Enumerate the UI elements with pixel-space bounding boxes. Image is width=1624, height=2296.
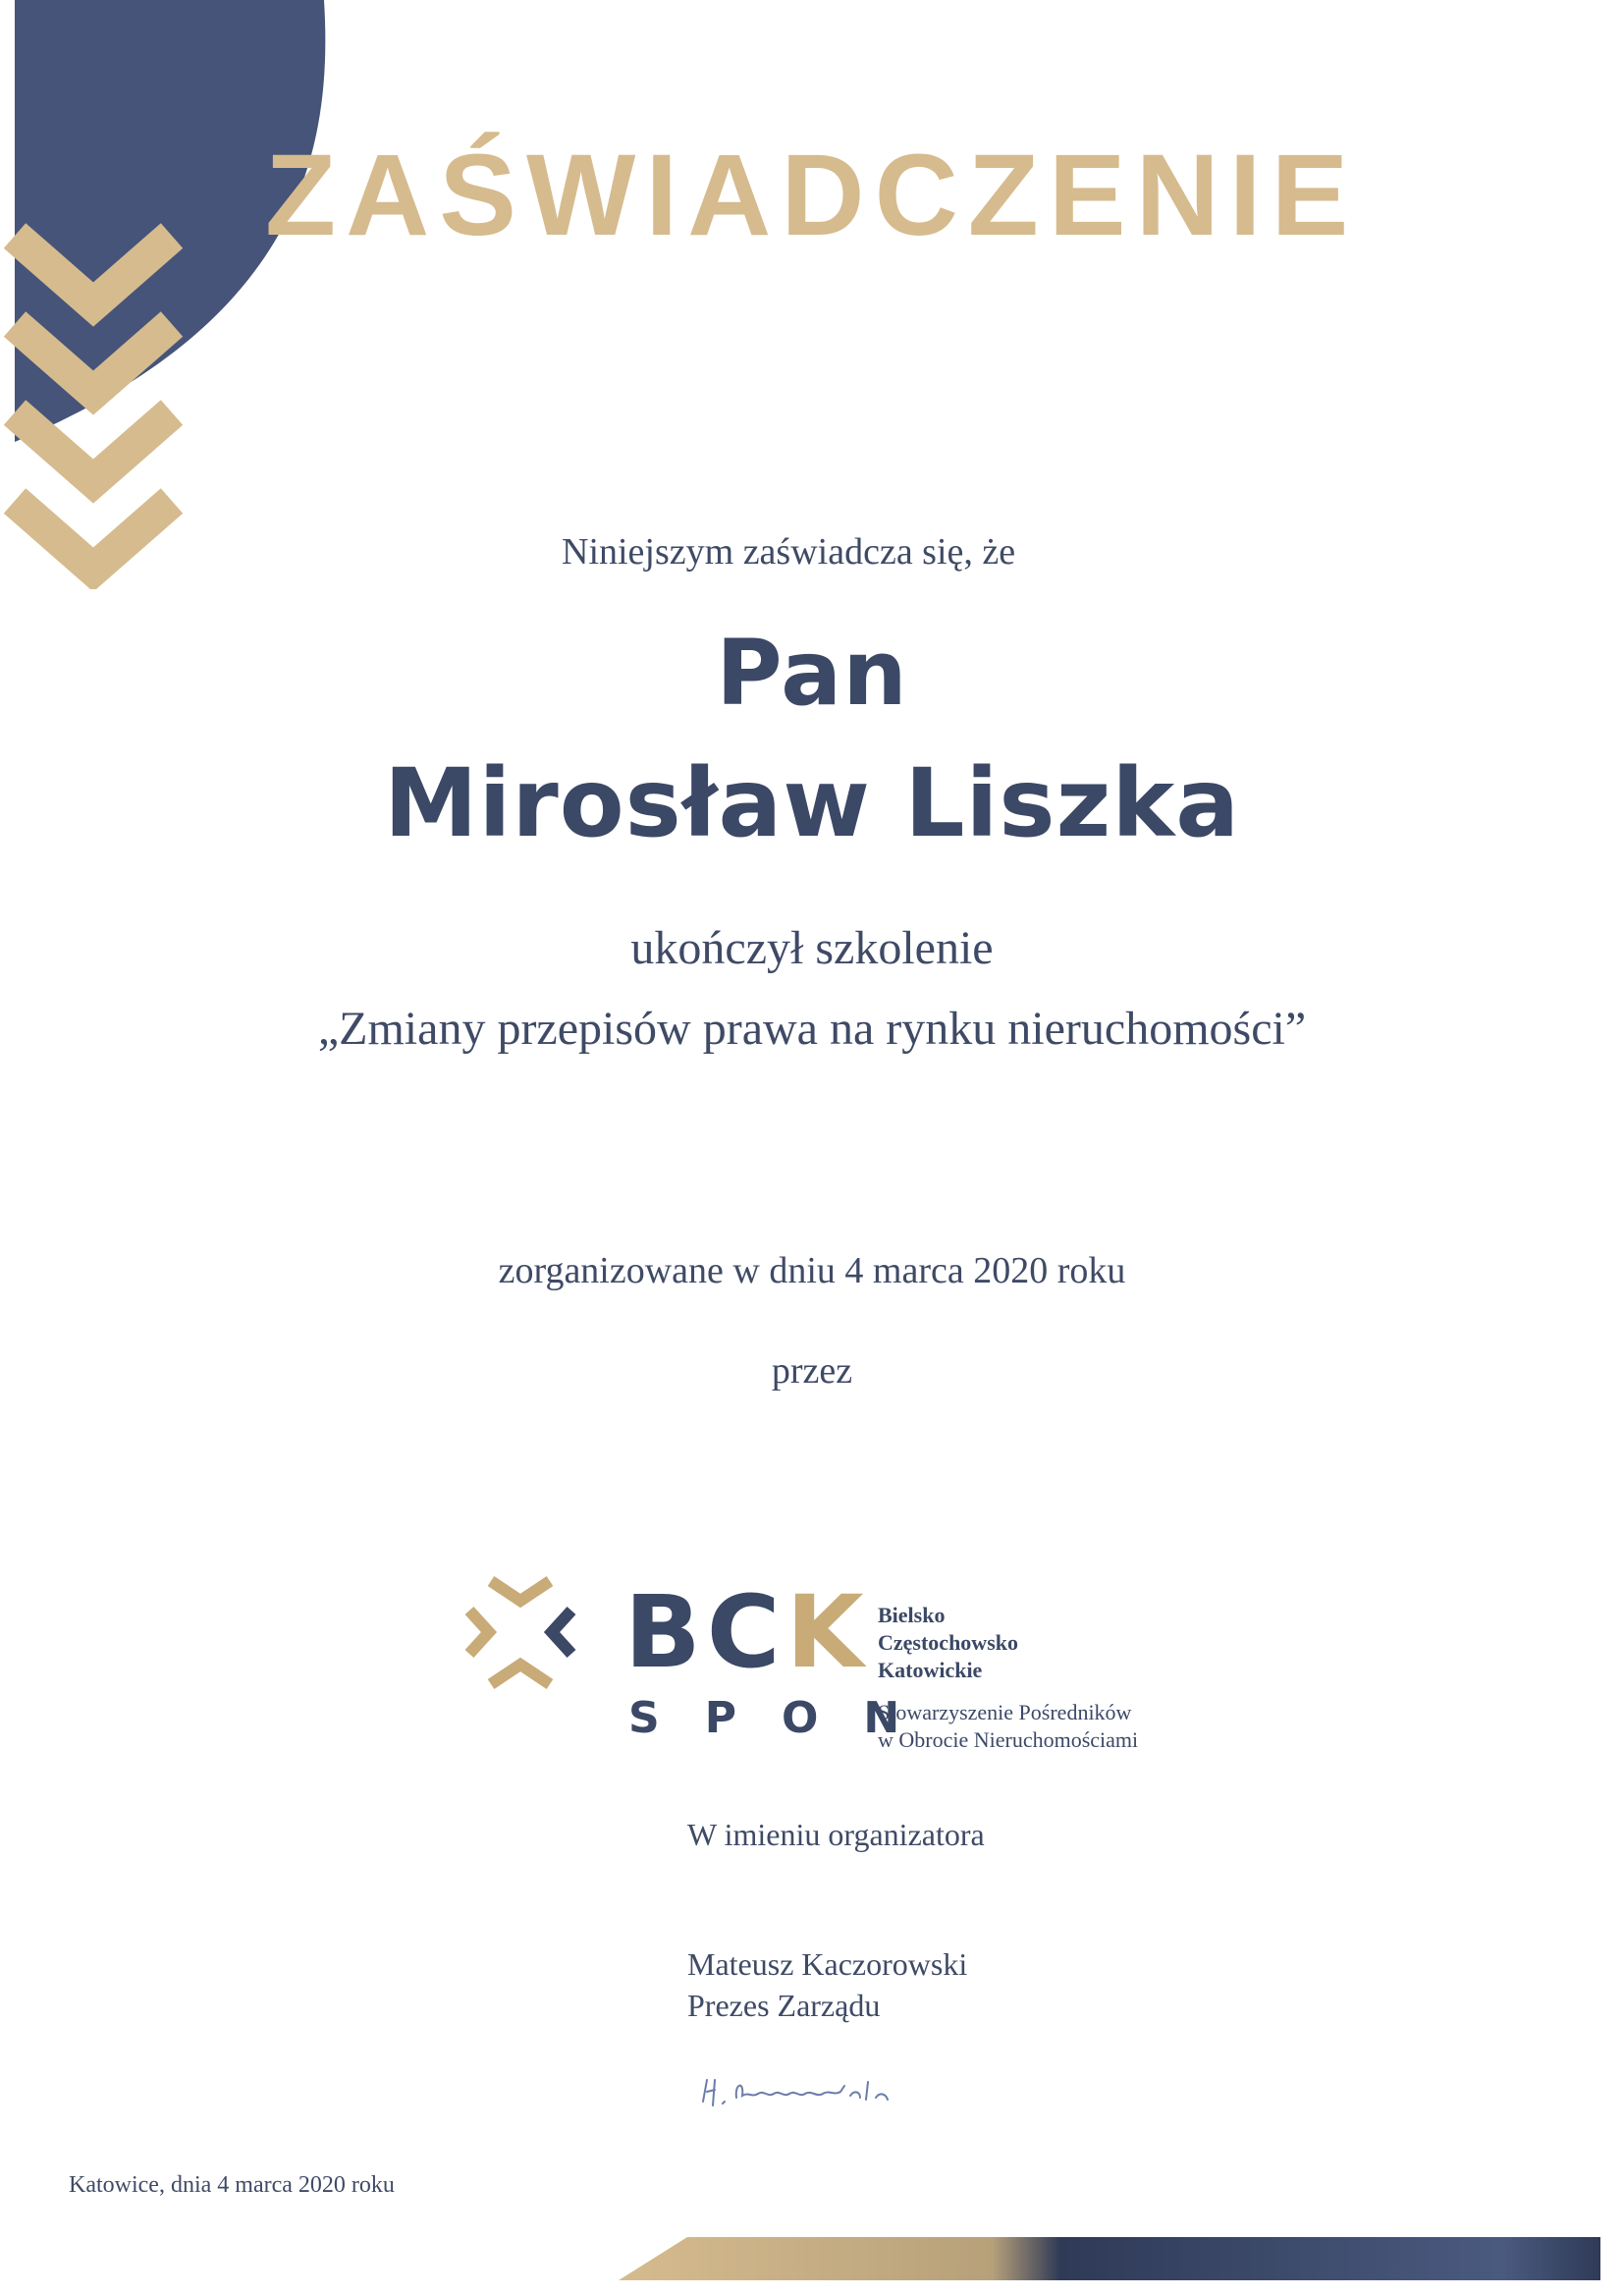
certificate-heading: ZAŚWIADCZENIE: [265, 131, 1359, 260]
organizer-logo-abbr: [624, 1574, 870, 1691]
chevron-icon: [15, 412, 172, 481]
salutation: Pan: [716, 621, 908, 726]
logo-region-line: Bielsko: [878, 1603, 946, 1627]
recipient-name: Mirosław Liszka: [383, 748, 1241, 858]
chevron-icon: [15, 501, 172, 570]
logo-region-line: Częstochowsko: [878, 1630, 1018, 1655]
organized-date-text: zorganizowane w dniu 4 marca 2020 roku: [498, 1250, 1126, 1291]
by-text: przez: [771, 1350, 853, 1392]
logo-abbr-main: BC: [624, 1574, 786, 1691]
organizer-logo-mark-icon: [461, 1571, 579, 1694]
intro-text: Niniejszym zaświadcza się, że: [562, 531, 1016, 573]
place-date: Katowice, dnia 4 marca 2020 roku: [69, 2172, 395, 2198]
logo-org-line: Stowarzyszenie Pośredników: [878, 1700, 1132, 1724]
corner-decoration: [0, 0, 334, 589]
logo-org-line: w Obrocie Nieruchomościami: [878, 1727, 1139, 1752]
signer-name: Mateusz Kaczorowski: [687, 1946, 968, 1982]
signature-image: [697, 2062, 913, 2121]
signer-role: Prezes Zarządu: [687, 1988, 881, 2023]
bottom-decorative-band: [619, 2229, 1600, 2288]
on-behalf-text: W imieniu organizatora: [687, 1817, 985, 1852]
course-title: „Zmiany przepisów prawa na rynku nieruchomości”: [317, 1003, 1307, 1055]
organizer-logo-sub: SPON: [628, 1693, 946, 1743]
completed-text: ukończył szkolenie: [630, 922, 994, 974]
logo-abbr-k: K: [785, 1574, 870, 1691]
logo-region-line: Katowickie: [878, 1658, 983, 1682]
